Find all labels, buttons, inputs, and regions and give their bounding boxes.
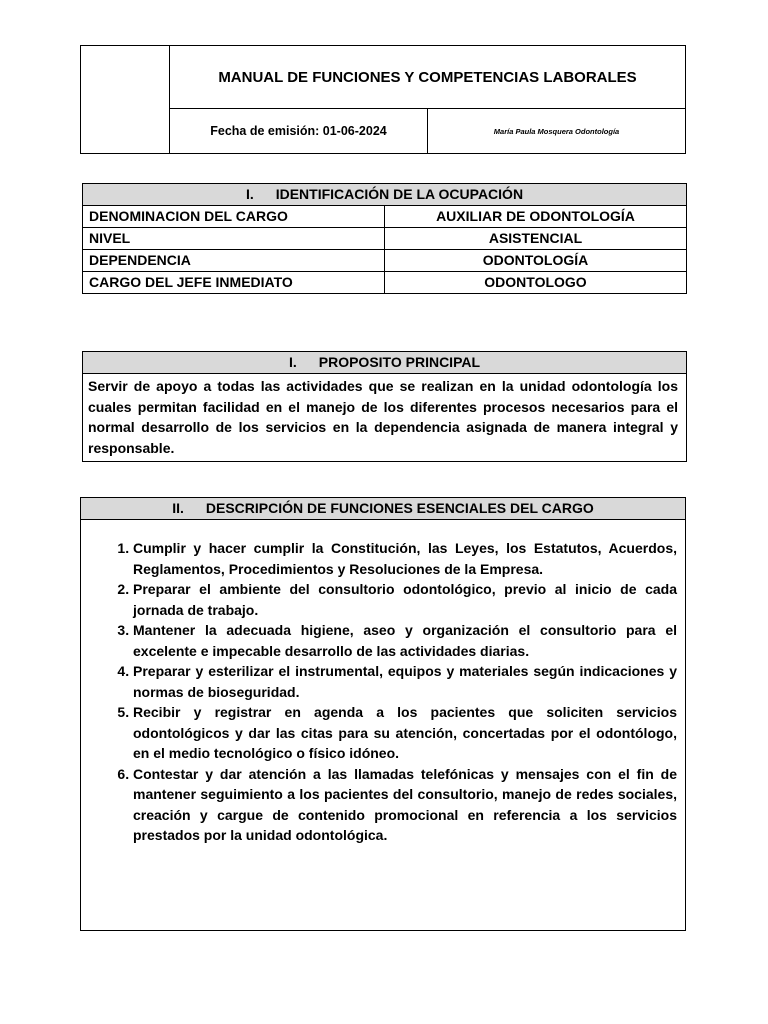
identification-heading bbox=[83, 184, 687, 206]
purpose-table bbox=[82, 351, 687, 462]
row-label: CARGO DEL JEFE INMEDIATO bbox=[83, 272, 385, 294]
list-item: 1. Cumplir y hacer cumplir la Constitución, las Leyes, los Estatutos, Acuerdos, Reglamentos, Procedimientos y Resoluciones de la Empresa. bbox=[133, 538, 677, 579]
section-numeral: I. bbox=[245, 186, 254, 202]
identification-table bbox=[82, 183, 687, 294]
issue-date: Fecha de emisión: 01-06-2024 bbox=[170, 109, 428, 154]
table-row bbox=[83, 250, 687, 272]
row-value: ASISTENCIAL bbox=[385, 228, 687, 250]
author-label: María Paula Mosquera Odontología bbox=[428, 109, 686, 154]
document-title: MANUAL DE FUNCIONES Y COMPETENCIAS LABORALES bbox=[170, 46, 686, 109]
row-label: NIVEL bbox=[83, 228, 385, 250]
list-item: 4. Preparar y esterilizar el instrumental, equipos y materiales según indicaciones y normas de bioseguridad. bbox=[133, 661, 677, 702]
section-numeral: II. bbox=[172, 500, 184, 516]
logo-cell bbox=[81, 46, 170, 154]
functions-table bbox=[80, 497, 686, 931]
functions-heading bbox=[81, 498, 686, 520]
functions-body bbox=[81, 520, 686, 931]
row-label: DENOMINACION DEL CARGO bbox=[83, 206, 385, 228]
row-label: DEPENDENCIA bbox=[83, 250, 385, 272]
table-row bbox=[83, 206, 687, 228]
section-title: DESCRIPCIÓN DE FUNCIONES ESENCIALES DEL CARGO bbox=[205, 500, 594, 516]
table-row bbox=[83, 228, 687, 250]
row-value: AUXILIAR DE ODONTOLOGÍA bbox=[385, 206, 687, 228]
row-value: ODONTOLOGO bbox=[385, 272, 687, 294]
section-title: PROPOSITO PRINCIPAL bbox=[318, 354, 481, 370]
purpose-heading bbox=[83, 352, 687, 374]
list-item: 5. Recibir y registrar en agenda a los pacientes que soliciten servicios odontológicos y dar las citas para su atención, concertadas por el odontólogo, en el medio tecnológico o físico idóneo. bbox=[133, 702, 677, 764]
list-item: 6. Contestar y dar atención a las llamadas telefónicas y mensajes con el fin de mantener seguimiento a los pacientes del consultorio, manejo de redes sociales, creación y cargue de contenido promocional en referencia a los servicios prestados por la unidad odontológica. bbox=[133, 764, 677, 846]
document-header bbox=[80, 45, 686, 154]
section-numeral: I. bbox=[288, 354, 297, 370]
functions-list bbox=[81, 538, 677, 846]
purpose-text: Servir de apoyo a todas las actividades que se realizan en la unidad odontología los cuales permitan facilidad en el manejo de los diferentes procesos necesarios para el normal desarrollo de los servicios en la dependencia asignada de manera integral y responsable. bbox=[83, 373, 687, 461]
row-value: ODONTOLOGÍA bbox=[385, 250, 687, 272]
list-item: 3. Mantener la adecuada higiene, aseo y organización el consultorio para el excelente e impecable desarrollo de las actividades diarias. bbox=[133, 620, 677, 661]
section-title: IDENTIFICACIÓN DE LA OCUPACIÓN bbox=[275, 186, 524, 202]
table-row bbox=[83, 272, 687, 294]
list-item: 2. Preparar el ambiente del consultorio odontológico, previo al inicio de cada jornada de trabajo. bbox=[133, 579, 677, 620]
